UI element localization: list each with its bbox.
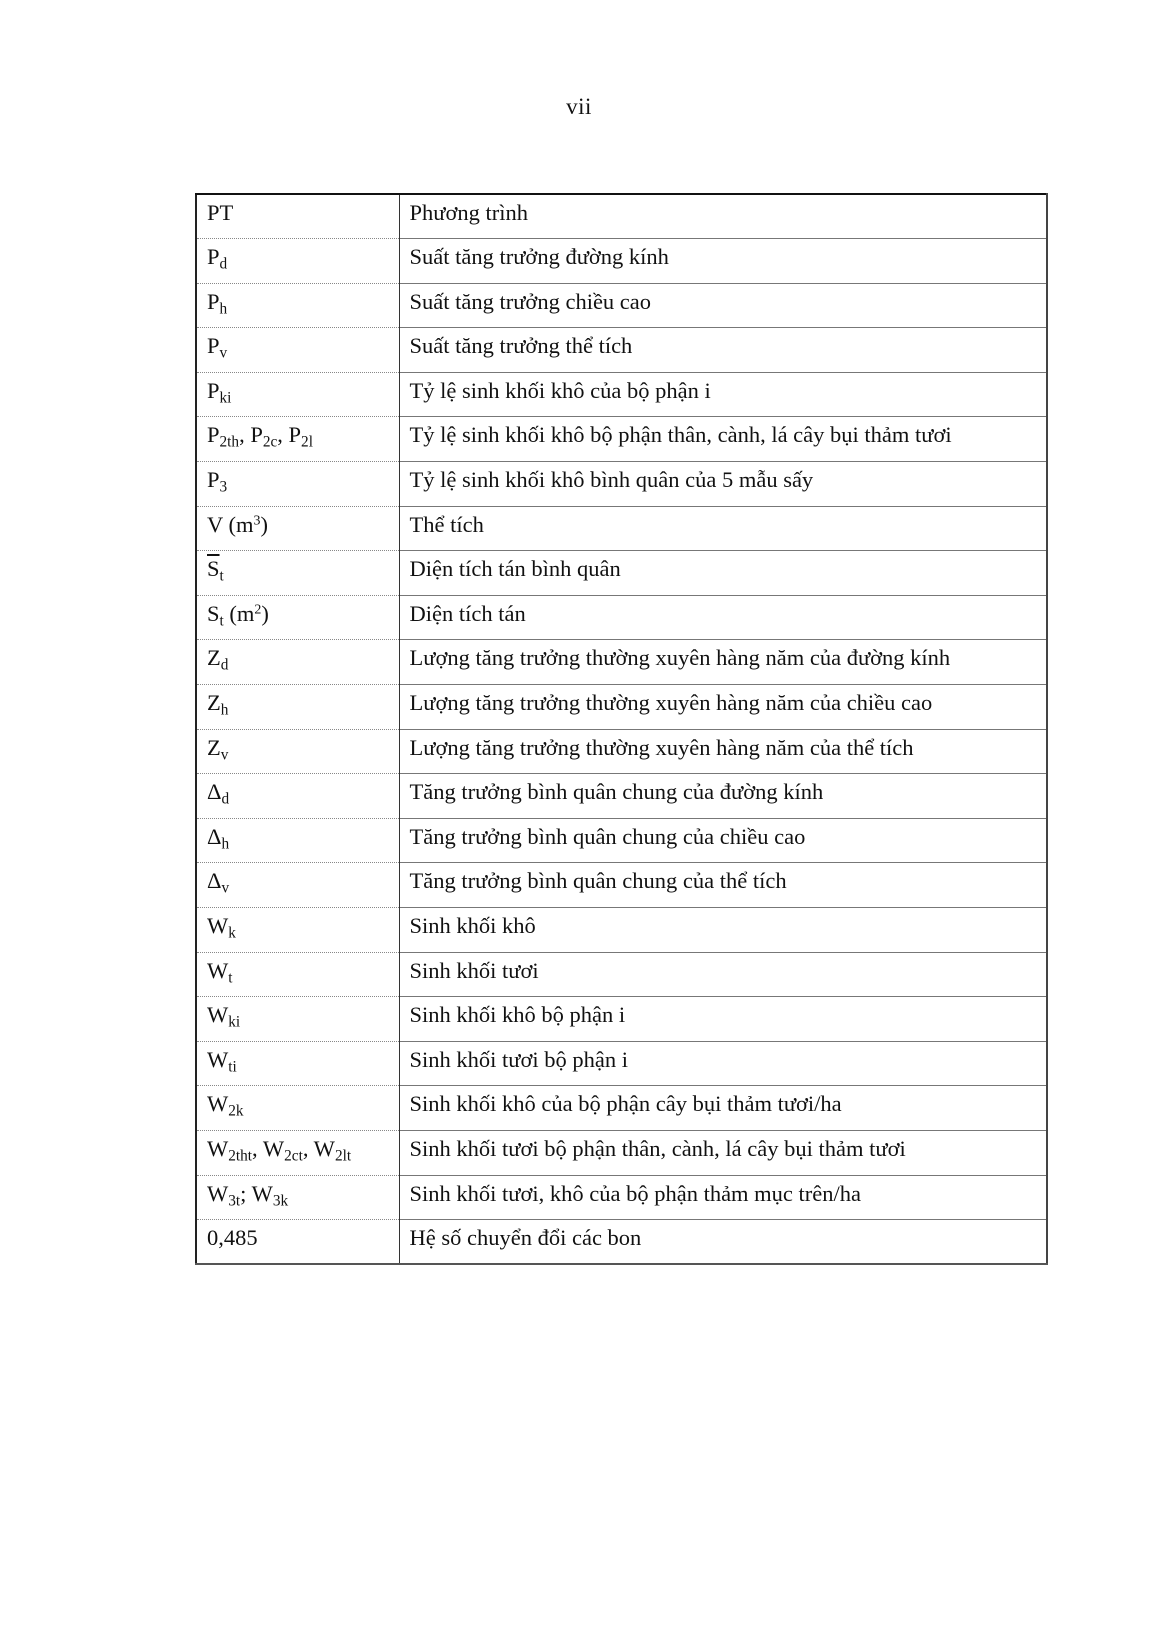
description-cell: Tỷ lệ sinh khối khô bộ phận thân, cành, lá cây bụi thảm tươi xyxy=(399,417,1047,462)
description-cell: Suất tăng trưởng đường kính xyxy=(399,239,1047,284)
table-row xyxy=(196,194,1047,239)
symbol-text: P xyxy=(207,422,220,448)
symbol-cell xyxy=(196,908,399,953)
symbol-text: S xyxy=(207,600,220,626)
symbol-text: ; W xyxy=(240,1180,273,1206)
description-cell: Suất tăng trưởng thể tích xyxy=(399,328,1047,373)
table-row xyxy=(196,328,1047,373)
symbol-text: , W xyxy=(302,1135,335,1161)
description-cell: Diện tích tán bình quân xyxy=(399,551,1047,596)
symbol-cell xyxy=(196,506,399,551)
symbol-cell xyxy=(196,1086,399,1131)
symbol-text: , P xyxy=(277,422,302,448)
symbol-text: W xyxy=(207,1091,229,1117)
table-row xyxy=(196,462,1047,507)
symbol-cell xyxy=(196,283,399,328)
symbol-cell xyxy=(196,372,399,417)
symbol-text: Z xyxy=(207,734,221,760)
description-cell: Tăng trưởng bình quân chung của thể tích xyxy=(399,863,1047,908)
description-cell: Tăng trưởng bình quân chung của đường kính xyxy=(399,774,1047,819)
symbol-subscript: 2l xyxy=(301,434,313,452)
symbol-subscript: d xyxy=(220,657,229,675)
symbol-text: ) xyxy=(260,511,268,537)
description-cell: Tăng trưởng bình quân chung của chiều cao xyxy=(399,818,1047,863)
symbol-subscript: 3 xyxy=(219,478,228,496)
symbol-cell xyxy=(196,1130,399,1175)
description-cell: Sinh khối tươi xyxy=(399,952,1047,997)
table-row xyxy=(196,997,1047,1042)
description-cell: Lượng tăng trưởng thường xuyên hàng năm của đường kính xyxy=(399,640,1047,685)
description-cell: Tỷ lệ sinh khối khô của bộ phận i xyxy=(399,372,1047,417)
symbol-subscript: 2tht xyxy=(228,1147,253,1165)
symbol-cell xyxy=(196,1220,399,1265)
description-cell: Lượng tăng trưởng thường xuyên hàng năm của chiều cao xyxy=(399,685,1047,730)
table-row xyxy=(196,685,1047,730)
symbol-cell xyxy=(196,640,399,685)
symbol-subscript: v xyxy=(219,344,228,362)
table-row xyxy=(196,1130,1047,1175)
symbol-text: Z xyxy=(207,645,221,671)
symbol-subscript: ki xyxy=(228,1013,241,1031)
symbol-subscript: 2c xyxy=(262,434,278,452)
table-row xyxy=(196,952,1047,997)
symbol-text: P xyxy=(207,288,220,314)
symbol-text: PT xyxy=(207,200,234,225)
table-row xyxy=(196,1086,1047,1131)
symbol-cell xyxy=(196,729,399,774)
symbol-cell xyxy=(196,863,399,908)
symbol-subscript: v xyxy=(220,746,229,764)
symbol-superscript: 3 xyxy=(253,512,261,528)
symbol-cell xyxy=(196,462,399,507)
symbol-cell xyxy=(196,551,399,596)
symbol-text: W xyxy=(207,1002,229,1028)
symbol-subscript: h xyxy=(220,701,229,719)
table-row xyxy=(196,239,1047,284)
symbol-text: ) xyxy=(261,600,269,626)
description-cell: Sinh khối tươi, khô của bộ phận thảm mục trên/ha xyxy=(399,1175,1047,1220)
symbol-text: P xyxy=(207,467,220,493)
symbol-text: P xyxy=(207,333,220,359)
symbol-cell xyxy=(196,239,399,284)
symbol-subscript: t xyxy=(219,567,224,585)
symbol-cell xyxy=(196,685,399,730)
symbol-cell xyxy=(196,997,399,1042)
description-cell: Sinh khối tươi bộ phận i xyxy=(399,1041,1047,1086)
symbol-text: Z xyxy=(207,690,221,716)
symbol-text: , P xyxy=(239,422,263,448)
symbol-text: 0,485 xyxy=(207,1225,258,1251)
description-cell: Sinh khối khô của bộ phận cây bụi thảm tươi/ha xyxy=(399,1086,1047,1131)
symbol-subscript: 2k xyxy=(228,1102,244,1120)
symbol-text: W xyxy=(207,913,229,938)
description-cell: Suất tăng trưởng chiều cao xyxy=(399,283,1047,328)
description-cell: Sinh khối tươi bộ phận thân, cành, lá cây bụi thảm tươi xyxy=(399,1130,1047,1175)
table-row xyxy=(196,1220,1047,1265)
symbol-cell xyxy=(196,417,399,462)
symbol-subscript: k xyxy=(228,924,236,942)
symbol-text: W xyxy=(207,1046,229,1072)
table-row xyxy=(196,863,1047,908)
symbol-subscript: 3t xyxy=(228,1192,241,1210)
symbol-subscript: 2lt xyxy=(334,1147,352,1165)
symbol-overbar: $\overline{S}$ xyxy=(207,556,220,582)
table-row xyxy=(196,417,1047,462)
symbol-subscript: h xyxy=(221,835,230,853)
symbol-subscript: t xyxy=(228,969,233,987)
table-row xyxy=(196,908,1047,953)
symbol-subscript: 3k xyxy=(272,1192,289,1210)
symbol-subscript: v xyxy=(221,879,230,897)
symbol-cell xyxy=(196,774,399,819)
symbol-cell xyxy=(196,328,399,373)
symbol-subscript: h xyxy=(219,300,228,318)
abbreviations-table xyxy=(195,193,1048,1265)
table-row xyxy=(196,774,1047,819)
description-cell: Diện tích tán xyxy=(399,595,1047,640)
symbol-superscript: 2 xyxy=(254,602,262,618)
symbol-subscript: t xyxy=(219,612,224,630)
symbol-cell xyxy=(196,1041,399,1086)
description-cell: Hệ số chuyển đổi các bon xyxy=(399,1220,1047,1265)
symbol-subscript: 2th xyxy=(219,434,240,452)
description-cell: Sinh khối khô xyxy=(399,908,1047,953)
page-number: vii xyxy=(566,94,592,119)
table-row xyxy=(196,1041,1047,1086)
table-row xyxy=(196,818,1047,863)
symbol-subscript: 2ct xyxy=(284,1147,303,1165)
abbreviations-table-body xyxy=(196,194,1047,1264)
symbol-text: (m xyxy=(223,600,255,626)
description-cell: Phương trình xyxy=(409,200,528,225)
table-row xyxy=(196,1175,1047,1220)
table-row xyxy=(196,506,1047,551)
symbol-subscript: d xyxy=(221,790,230,808)
symbol-cell xyxy=(196,595,399,640)
table-row xyxy=(196,595,1047,640)
description-cell: Thể tích xyxy=(399,506,1047,551)
symbol-cell xyxy=(196,194,399,239)
symbol-text: P xyxy=(207,377,220,403)
symbol-text: Δ xyxy=(207,779,222,805)
symbol-cell xyxy=(196,1175,399,1220)
symbol-cell xyxy=(196,952,399,997)
table-row xyxy=(196,729,1047,774)
symbol-text: P xyxy=(207,244,220,270)
symbol-text: Δ xyxy=(207,868,222,894)
table-row xyxy=(196,640,1047,685)
symbol-cell xyxy=(196,818,399,863)
description-cell: Tỷ lệ sinh khối khô bình quân của 5 mẫu sấy xyxy=(399,462,1047,507)
symbol-subscript: d xyxy=(219,255,228,273)
description-cell: Lượng tăng trưởng thường xuyên hàng năm của thể tích xyxy=(399,729,1047,774)
description-cell: Sinh khối khô bộ phận i xyxy=(399,997,1047,1042)
symbol-text: W xyxy=(207,1180,229,1206)
symbol-subscript: ti xyxy=(228,1058,237,1076)
symbol-text: Δ xyxy=(207,823,222,849)
table-row xyxy=(196,283,1047,328)
symbol-text: W xyxy=(207,1135,229,1161)
symbol-text: V (m xyxy=(207,511,254,537)
symbol-subscript: ki xyxy=(219,389,232,407)
symbol-text: , W xyxy=(252,1135,285,1161)
symbol-text: W xyxy=(207,957,229,983)
table-row xyxy=(196,551,1047,596)
table-row xyxy=(196,372,1047,417)
